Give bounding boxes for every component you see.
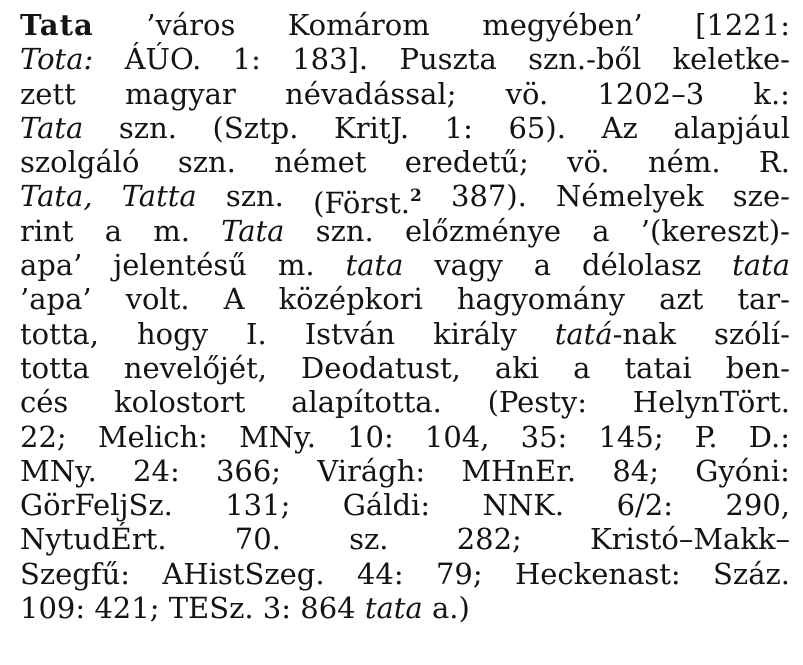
word bbox=[445, 111, 473, 145]
word bbox=[291, 385, 442, 419]
word-text: I. bbox=[246, 316, 267, 351]
word-text: 282; bbox=[456, 522, 522, 557]
word-text: vö. bbox=[505, 76, 549, 111]
word bbox=[592, 214, 609, 248]
word-text: szn. bbox=[177, 145, 236, 180]
word bbox=[178, 145, 236, 179]
word-text: sz. bbox=[349, 522, 389, 557]
word bbox=[365, 591, 423, 625]
word bbox=[124, 351, 267, 385]
word bbox=[573, 351, 590, 385]
word bbox=[20, 42, 93, 76]
word-text: alapította. bbox=[291, 385, 442, 420]
text-line bbox=[20, 420, 790, 454]
word bbox=[20, 282, 92, 316]
word-text: TESz. bbox=[168, 591, 254, 626]
word-text: szolgáló bbox=[20, 145, 140, 180]
word bbox=[732, 248, 790, 282]
word-text: Kristó–Makk– bbox=[590, 522, 790, 557]
word-text: 104, bbox=[424, 419, 490, 454]
word bbox=[285, 77, 456, 111]
word bbox=[695, 8, 790, 42]
word bbox=[153, 214, 190, 248]
word-text: Száz. bbox=[713, 556, 790, 591]
word bbox=[221, 214, 284, 248]
word-text: ném. bbox=[648, 145, 721, 180]
word-text: ’(kereszt)- bbox=[640, 213, 790, 248]
word bbox=[725, 488, 790, 522]
word-text: szn. bbox=[118, 110, 177, 145]
word-text: Gáldi: bbox=[342, 488, 431, 523]
word-text: Komárom bbox=[287, 8, 430, 42]
word-text: AHistSzeg. bbox=[162, 556, 325, 591]
text-line bbox=[20, 145, 790, 179]
word bbox=[425, 420, 490, 454]
word-text: tar- bbox=[737, 282, 790, 317]
word-text: D.: bbox=[748, 419, 790, 454]
word-text: aki bbox=[494, 350, 540, 385]
word-text: a.) bbox=[431, 591, 470, 626]
word bbox=[673, 42, 790, 76]
word bbox=[146, 8, 235, 42]
word-text: 22; bbox=[20, 419, 67, 454]
word-text: 44: bbox=[356, 556, 404, 591]
word bbox=[641, 214, 790, 248]
word-text: ’város bbox=[146, 8, 236, 42]
word bbox=[213, 111, 299, 145]
text-line bbox=[20, 591, 790, 625]
word-text: alapjául bbox=[673, 110, 790, 145]
word-text: totta bbox=[20, 350, 90, 385]
word-text: vagy bbox=[434, 248, 503, 283]
word bbox=[224, 282, 245, 316]
word bbox=[125, 77, 236, 111]
word-text: NytudÉrt. bbox=[20, 522, 167, 557]
word-text: 35: bbox=[520, 419, 568, 454]
word bbox=[405, 145, 529, 179]
word-text: k.: bbox=[753, 76, 790, 111]
word-text: P. bbox=[694, 419, 718, 454]
word bbox=[436, 557, 483, 591]
word bbox=[278, 248, 315, 282]
word bbox=[334, 111, 409, 145]
word-text: NNK. bbox=[482, 488, 565, 523]
text-line bbox=[20, 8, 790, 42]
word-text: rint bbox=[20, 213, 74, 248]
word bbox=[233, 42, 261, 76]
word bbox=[162, 557, 324, 591]
word-text: 65). bbox=[508, 110, 566, 145]
word-text: szólí- bbox=[713, 316, 790, 351]
word-text: 79; bbox=[435, 556, 483, 591]
word bbox=[122, 179, 197, 213]
word-text: KritJ. bbox=[334, 110, 410, 145]
italic-word: tata bbox=[732, 248, 790, 283]
word bbox=[20, 488, 173, 522]
word bbox=[451, 179, 527, 213]
word bbox=[305, 317, 395, 351]
word bbox=[759, 145, 790, 179]
word bbox=[749, 420, 790, 454]
italic-word: Tata, bbox=[20, 179, 93, 214]
word bbox=[528, 42, 641, 76]
text-line bbox=[20, 385, 790, 419]
word bbox=[357, 557, 404, 591]
word-text: középkori bbox=[278, 282, 423, 317]
word-text: [1221: bbox=[695, 8, 790, 42]
word bbox=[432, 591, 470, 625]
word-text: MNy. bbox=[20, 453, 97, 488]
word bbox=[590, 522, 790, 556]
word-text: HelynTört. bbox=[632, 385, 790, 420]
word-text: Az bbox=[601, 110, 638, 145]
italic-word: tata bbox=[345, 248, 404, 283]
word-text: 6/2: bbox=[616, 488, 674, 523]
word-text: Szegfű: bbox=[20, 556, 131, 591]
word-text: keletke- bbox=[672, 42, 790, 77]
word bbox=[633, 385, 790, 419]
word-text: Melich: bbox=[97, 419, 208, 454]
word-text: 183]. bbox=[292, 42, 369, 77]
word-text: Gyóni: bbox=[695, 453, 790, 488]
word bbox=[246, 317, 267, 351]
word bbox=[434, 248, 503, 282]
word bbox=[733, 179, 790, 213]
word-text: délolasz bbox=[582, 248, 702, 283]
word bbox=[555, 317, 676, 351]
word-text: 3: bbox=[262, 591, 292, 626]
word bbox=[598, 420, 663, 454]
word bbox=[433, 317, 517, 351]
italic-word: Tata bbox=[221, 213, 285, 248]
word bbox=[20, 77, 76, 111]
text-line bbox=[20, 248, 790, 282]
word bbox=[126, 282, 190, 316]
word bbox=[399, 42, 496, 76]
word bbox=[235, 522, 281, 556]
dictionary-entry-tata bbox=[20, 0, 790, 625]
italic-word: Tata bbox=[20, 110, 84, 145]
word bbox=[114, 385, 245, 419]
word-text: nevelőjét, bbox=[123, 350, 267, 385]
text-line bbox=[20, 111, 790, 145]
word bbox=[556, 179, 704, 213]
word bbox=[457, 282, 625, 316]
word-text: A bbox=[223, 282, 245, 317]
text-line bbox=[20, 282, 790, 316]
word-text: Puszta bbox=[399, 42, 497, 77]
word bbox=[345, 248, 403, 282]
word-text: 1: bbox=[444, 110, 473, 145]
word-text: magyar bbox=[124, 76, 236, 111]
word bbox=[737, 282, 790, 316]
word bbox=[20, 557, 130, 591]
text-line bbox=[20, 179, 790, 221]
word bbox=[98, 420, 208, 454]
word-text: megyében’ bbox=[482, 8, 643, 42]
word-text: a bbox=[573, 350, 591, 385]
word-text: 366; bbox=[215, 453, 282, 488]
word-text: hogy bbox=[136, 316, 209, 351]
word bbox=[659, 282, 703, 316]
word-text: 109: bbox=[20, 591, 86, 626]
superscript: 2 bbox=[410, 186, 422, 207]
word bbox=[279, 282, 423, 316]
word bbox=[20, 179, 93, 213]
word bbox=[20, 145, 139, 179]
word-text: Heckenast: bbox=[514, 556, 681, 591]
word-text: sze- bbox=[732, 179, 790, 214]
word-text: István bbox=[304, 316, 396, 351]
text-line bbox=[20, 317, 790, 351]
text-line bbox=[20, 77, 790, 111]
word bbox=[349, 522, 388, 556]
word-text: MNy. bbox=[239, 419, 316, 454]
word-text: hagyomány bbox=[456, 282, 626, 317]
text-line bbox=[20, 488, 790, 522]
word-text: ÁÚO. bbox=[124, 42, 202, 77]
word bbox=[753, 77, 790, 111]
word bbox=[602, 111, 638, 145]
italic-word: Tatta bbox=[121, 179, 197, 214]
word-text: R. bbox=[758, 145, 790, 180]
word bbox=[521, 420, 568, 454]
word bbox=[225, 488, 290, 522]
word bbox=[20, 522, 167, 556]
word-text: tatai bbox=[624, 350, 692, 385]
word bbox=[20, 317, 99, 351]
word-text: szn. bbox=[225, 179, 284, 214]
word bbox=[461, 454, 576, 488]
word-text: 1202–3 bbox=[597, 76, 705, 111]
word bbox=[119, 111, 177, 145]
word-text: a bbox=[104, 213, 122, 248]
headword: Tata bbox=[20, 8, 94, 42]
word bbox=[483, 488, 565, 522]
word bbox=[20, 591, 85, 625]
word bbox=[495, 351, 539, 385]
word-text: eredetű; bbox=[404, 145, 529, 180]
word-text: király bbox=[433, 316, 517, 351]
italic-word: tata bbox=[364, 591, 423, 626]
word-text: zett bbox=[20, 76, 76, 111]
word bbox=[20, 8, 94, 42]
word-text: 387). bbox=[451, 179, 527, 214]
word-text: GörFeljSz. bbox=[20, 488, 173, 523]
word bbox=[20, 454, 97, 488]
word bbox=[343, 488, 430, 522]
word-text: 70. bbox=[234, 522, 281, 557]
word-text: 10: bbox=[347, 419, 394, 454]
word bbox=[695, 420, 718, 454]
word-text: német bbox=[274, 145, 367, 180]
word bbox=[263, 591, 291, 625]
word bbox=[482, 8, 642, 42]
word-text: jelentésű bbox=[113, 248, 247, 283]
word bbox=[405, 214, 561, 248]
word-text: (Först. bbox=[313, 186, 410, 221]
word-text: a bbox=[533, 248, 552, 283]
word bbox=[20, 111, 83, 145]
word bbox=[292, 42, 368, 76]
word-text: a bbox=[592, 213, 610, 248]
word bbox=[567, 145, 610, 179]
word bbox=[94, 591, 159, 625]
word bbox=[20, 420, 67, 454]
word bbox=[113, 248, 247, 282]
text-line bbox=[20, 214, 790, 248]
word bbox=[137, 317, 208, 351]
word bbox=[673, 111, 790, 145]
word bbox=[457, 522, 522, 556]
word-text: előzménye bbox=[404, 213, 562, 248]
word bbox=[726, 351, 790, 385]
word-text: 290, bbox=[725, 488, 790, 523]
word-text: apa’ bbox=[20, 248, 83, 283]
word bbox=[617, 488, 673, 522]
word-text: 145; bbox=[598, 419, 664, 454]
word bbox=[508, 111, 565, 145]
word-text: azt bbox=[659, 282, 704, 317]
word bbox=[216, 454, 281, 488]
word-text: ’apa’ bbox=[20, 282, 92, 317]
text-line bbox=[20, 42, 790, 76]
italic-word: tatá bbox=[554, 316, 613, 351]
word bbox=[625, 351, 692, 385]
word bbox=[347, 420, 394, 454]
word bbox=[506, 77, 549, 111]
word-text: névadással; bbox=[285, 76, 457, 111]
word bbox=[714, 317, 790, 351]
word-text: (Sztp. bbox=[212, 110, 299, 145]
italic-word: Tota: bbox=[20, 42, 94, 77]
word-text: 24: bbox=[133, 453, 180, 488]
word-text: Virágh: bbox=[317, 453, 426, 488]
word-text: cés bbox=[20, 385, 69, 420]
word bbox=[316, 214, 374, 248]
word bbox=[515, 557, 681, 591]
word bbox=[648, 145, 721, 179]
word bbox=[534, 248, 551, 282]
word bbox=[288, 8, 430, 42]
word bbox=[300, 591, 355, 625]
word-text: 421; bbox=[94, 591, 160, 626]
word-text: kolostort bbox=[114, 385, 246, 420]
word bbox=[582, 248, 701, 282]
word bbox=[695, 454, 790, 488]
word-text: 131; bbox=[225, 488, 291, 523]
word bbox=[169, 591, 254, 625]
word bbox=[20, 248, 82, 282]
word-text: 1: bbox=[232, 42, 261, 77]
word-text: Deodatust, bbox=[301, 350, 461, 385]
word bbox=[105, 214, 122, 248]
word-text: szn. bbox=[315, 213, 374, 248]
word-text: 84; bbox=[612, 453, 659, 488]
word-text: vö. bbox=[567, 145, 610, 180]
word-text: (Pesty: bbox=[487, 385, 587, 420]
text-line bbox=[20, 351, 790, 385]
text-line bbox=[20, 557, 790, 591]
word bbox=[317, 454, 425, 488]
word bbox=[133, 454, 180, 488]
word-text: MHnEr. bbox=[461, 453, 577, 488]
word bbox=[274, 145, 366, 179]
word-text: m. bbox=[277, 248, 315, 283]
word bbox=[713, 557, 790, 591]
word bbox=[20, 385, 68, 419]
word-text: 864 bbox=[300, 591, 356, 626]
text-line bbox=[20, 522, 790, 556]
word bbox=[597, 77, 704, 111]
word bbox=[125, 42, 202, 76]
word bbox=[226, 179, 284, 213]
word bbox=[313, 179, 422, 221]
word bbox=[20, 351, 90, 385]
word-text: ben- bbox=[725, 350, 790, 385]
word bbox=[20, 214, 73, 248]
word bbox=[239, 420, 316, 454]
word-text: Némelyek bbox=[556, 179, 704, 214]
word bbox=[301, 351, 461, 385]
word-text: totta, bbox=[20, 316, 99, 351]
word bbox=[488, 385, 587, 419]
word-text: m. bbox=[153, 213, 190, 248]
word bbox=[612, 454, 659, 488]
word-suffix: -nak bbox=[612, 316, 676, 351]
word-text: volt. bbox=[125, 282, 190, 317]
word-text: szn.-ből bbox=[528, 42, 642, 77]
text-line bbox=[20, 454, 790, 488]
